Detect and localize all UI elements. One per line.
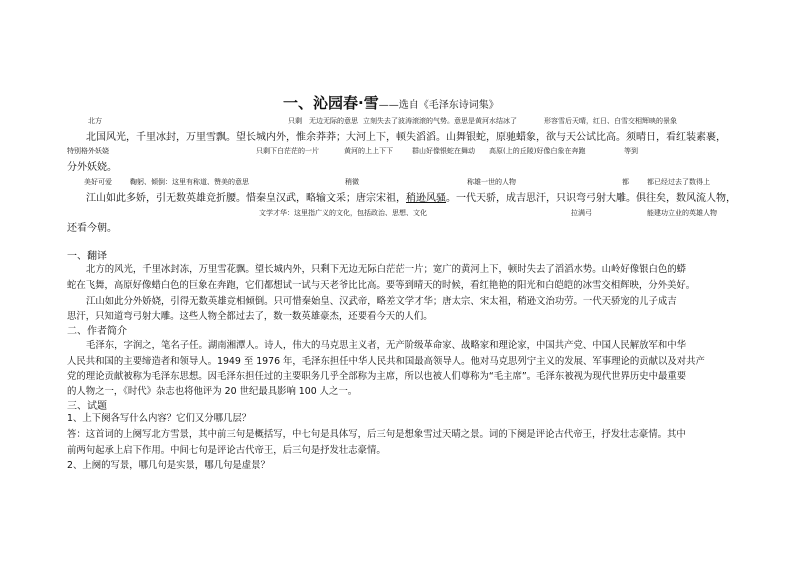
poem-line: 还看今朝。 <box>67 223 117 234</box>
poem-text-underlined: 稍逊风骚 <box>406 193 446 204</box>
annotation: 数得上 <box>689 178 710 186</box>
poem-text: 江山如此多娇，引无数英雄竞折腰。惜秦皇汉武，略输文采；唐宗宋祖， <box>86 193 406 204</box>
annotation: 形容雪后天晴，红日、白雪交相辉映的景象 <box>544 117 677 125</box>
annotation: 能建功立业的英雄人物 <box>647 209 717 217</box>
annotation: 等到 <box>624 147 638 155</box>
poem-line: 北国风光，千里冰封，万里雪飘。望长城内外，惟余莽莽；大河上下，顿失滔滔。山舞银蛇，原驰蜡象，欲与天公试比高。须晴日，看红装素裹， <box>86 132 726 143</box>
annotation: 只剩下白茫茫的一片 <box>256 147 319 155</box>
paragraph-line: 蛇在飞舞，高原好像蜡白色的巨象在奔跑，它们都想试一试与天老爷比比高。要等到晴天的时候，看红艳艳的阳光和白皑皑的冰雪交相辉映，分外美好。 <box>67 280 696 291</box>
paragraph-line: 江山如此分外娇娆，引得无数英雄竞相倾倒。只可惜秦始皇、汉武帝，略差文学才华；唐太宗、宋太祖，稍逊文治功劳。一代天骄宠的儿子成吉 <box>86 296 677 307</box>
annotation: 群山好像银蛇在舞动 <box>412 147 475 155</box>
annotation: 只剩 <box>288 117 302 125</box>
poem-text: 。一代天骄，成吉思汗，只识弯弓射大雕。俱往矣，数风流人物， <box>446 193 736 204</box>
annotation: 鞠躬、倾倒：这里有称道、赞美的意思 <box>130 178 249 186</box>
annotation: 都 <box>622 178 629 186</box>
paragraph-line: 毛泽东，字润之，笔名子任。湖南湘潭人。诗人，伟大的马克思主义者，无产阶级革命家、战略家和理论家，中国共产党、中国人民解放军和中华 <box>86 340 687 351</box>
section-heading: 一、翻译 <box>67 251 107 262</box>
annotation: 拉满弓 <box>571 209 592 217</box>
answer-line: 答：这首词的上阕写北方雪景，其中前三句是概括写，中七句是具体写，后三句是想象雪过天晴之景。词的下阕是评论古代帝王，抒发壮志豪情。其中 <box>67 429 686 440</box>
section-heading: 三、试题 <box>67 401 107 412</box>
annotation: 特别格外妖娆 <box>67 147 109 155</box>
annotation: 文学才华：这里指广义的文化，包括政治、思想、文化 <box>259 209 427 217</box>
annotation: 美好可爱 <box>84 178 112 186</box>
annotation: 无边无际的意思 <box>309 117 358 125</box>
poem-line: 分外妖娆。 <box>67 162 117 173</box>
annotation: 黄河的上上下下 <box>344 147 393 155</box>
paragraph-line: 人民共和国的主要缔造者和领导人。1949 至 1976 年，毛泽东担任中华人民共和国最高领导人。他对马克思列宁主义的发展、军事理论的贡献以及对共产 <box>67 356 705 367</box>
question: 2、上阕的写景，哪几句是实景，哪几句是虚景？ <box>67 460 270 471</box>
question: 1、上下阕各写什么内容？它们又分哪几层？ <box>67 413 252 424</box>
answer-line: 前两句起承上启下作用。中间七句是评论古代帝王，后三句是抒发壮志豪情。 <box>67 445 386 456</box>
page-title <box>283 92 499 113</box>
annotation: 稍微 <box>345 178 359 186</box>
paragraph-line: 的人物之一，《时代》杂志也将他评为 20 世纪最具影响 100 人之一。 <box>67 386 358 397</box>
paragraph-line: 思汗，只知道弯弓射大雕。这些人物全都过去了，数一数英雄豪杰，还要看今天的人们。 <box>67 311 433 322</box>
annotation: 北方 <box>88 117 102 125</box>
poem-line <box>86 189 736 204</box>
annotation: 高原(上的丘陵)好像白象在奔跑 <box>489 147 586 155</box>
annotation: 立刻失去了波涛滚滚的气势。意思是黄河水结冰了 <box>363 117 517 125</box>
paragraph-line: 北方的风光，千里冰封冻，万里雪花飘。望长城内外，只剩下无边无际白茫茫一片；宽广的黄河上下，顿时失去了滔滔水势。山岭好像银白色的蟒 <box>86 264 687 275</box>
title-source: ——选自《毛泽东诗词集》 <box>378 100 499 111</box>
annotation: 都已经过去了 <box>647 178 689 186</box>
section-heading: 二、作者简介 <box>67 326 127 337</box>
paragraph-line: 党的理论贡献被称为毛泽东思想。因毛泽东担任过的主要职务几乎全部称为主席，所以也被人们尊称为“毛主席”。毛泽东被视为现代世界历史中最重要 <box>67 371 687 382</box>
title-main: 一、沁园春·雪 <box>283 94 379 112</box>
annotation: 称雄一世的人物 <box>467 178 516 186</box>
